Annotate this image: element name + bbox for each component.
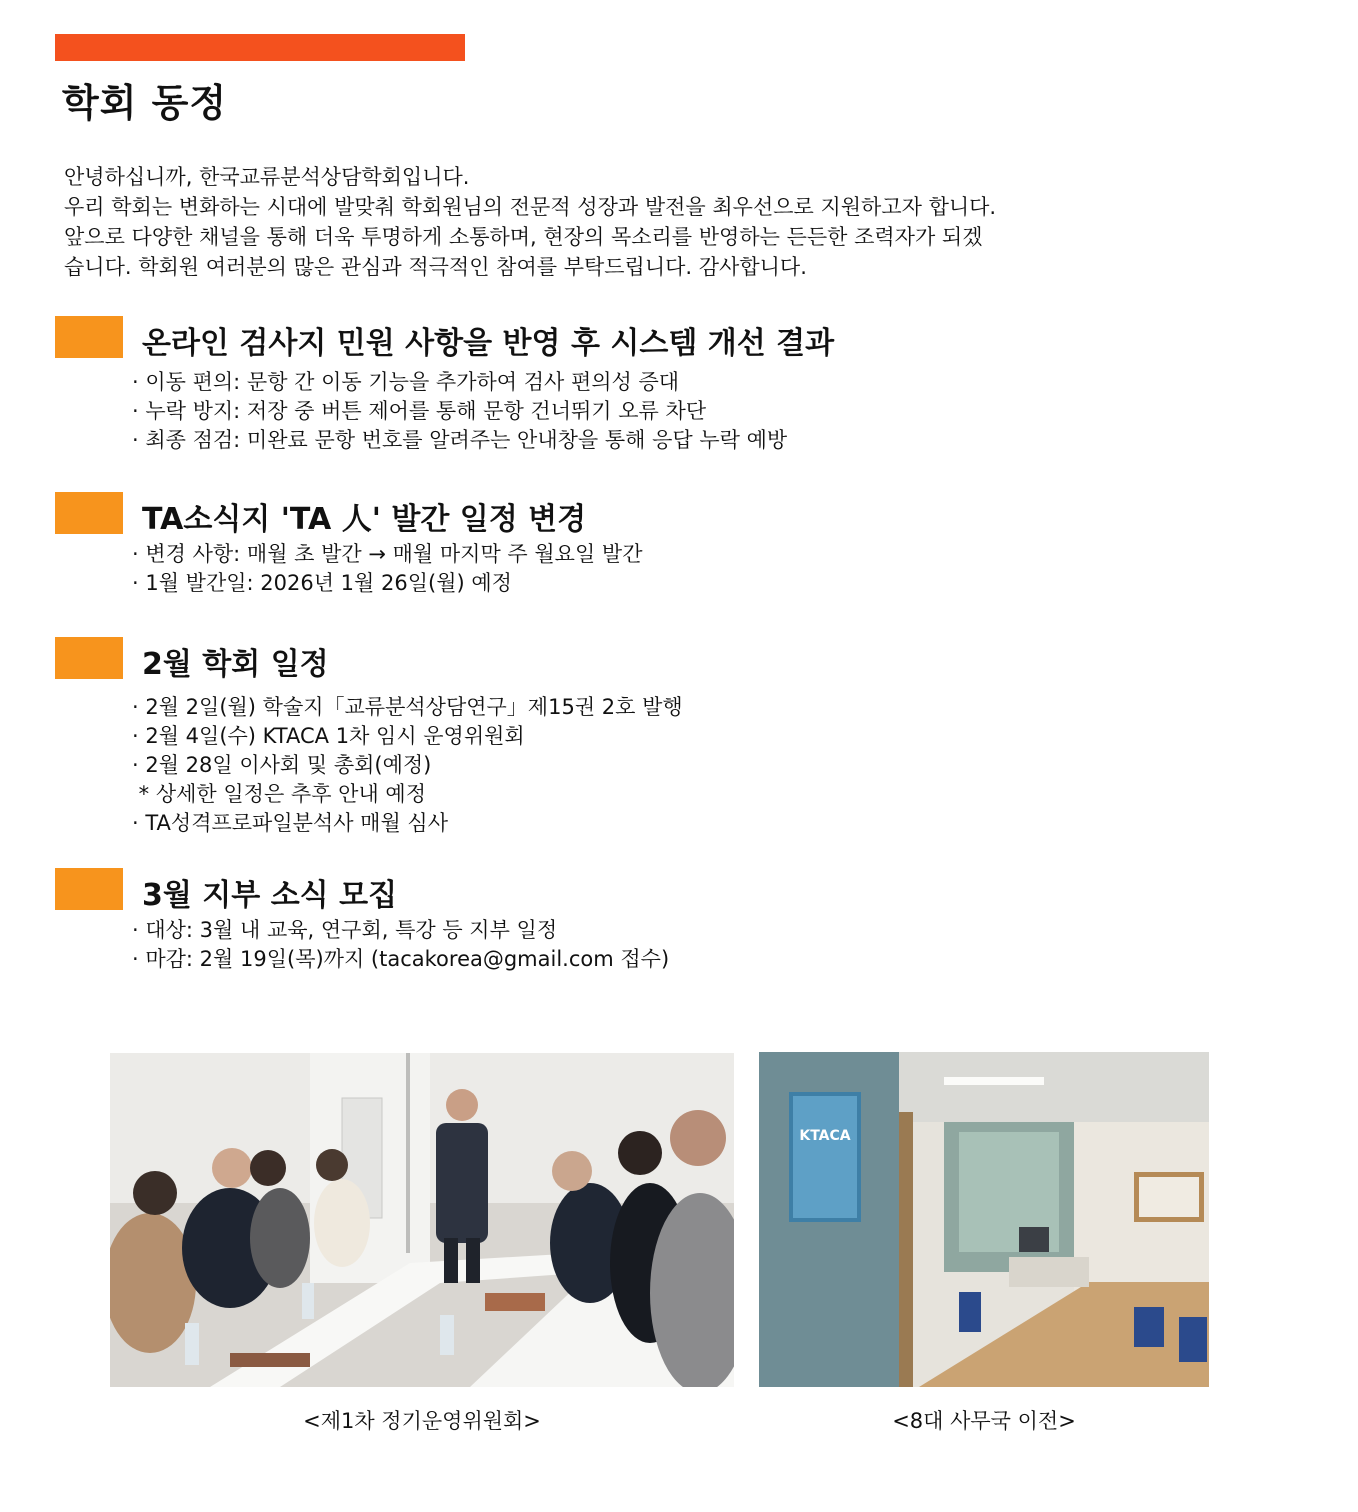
intro-line: 안녕하십니까, 한국교류분석상담학회입니다. bbox=[64, 165, 470, 189]
section-marker bbox=[55, 492, 123, 534]
section-list bbox=[132, 540, 643, 598]
list-item: · 최종 점검: 미완료 문항 번호를 알려주는 안내창을 통해 응답 누락 예방 bbox=[132, 428, 788, 452]
meeting-photo-caption: <제1차 정기운영위원회> bbox=[303, 1409, 541, 1433]
list-item: · 변경 사항: 매월 초 발간 → 매월 마지막 주 월요일 발간 bbox=[132, 542, 643, 566]
section-title: 온라인 검사지 민원 사항을 반영 후 시스템 개선 결과 bbox=[142, 326, 835, 361]
list-item: · 2월 2일(월) 학술지「교류분석상담연구」제15권 2호 발행 bbox=[132, 695, 683, 719]
ktaca-sign-text: KTACA bbox=[799, 1128, 851, 1144]
list-item: · 마감: 2월 19일(목)까지 (tacakorea@gmail.com 접수) bbox=[132, 947, 670, 971]
meeting-photo bbox=[110, 1053, 734, 1387]
section-list bbox=[132, 368, 787, 455]
list-item: · 이동 편의: 문항 간 이동 기능을 추가하여 검사 편의성 증대 bbox=[132, 370, 680, 394]
list-item: · 2월 28일 이사회 및 총회(예정) bbox=[132, 753, 432, 777]
intro-line: 앞으로 다양한 채널을 통해 더욱 투명하게 소통하며, 현장의 목소리를 반영하는 든든한 조력자가 되겠 bbox=[64, 225, 983, 249]
list-item: · 1월 발간일: 2026년 1월 26일(월) 예정 bbox=[132, 571, 512, 595]
section-marker bbox=[55, 868, 123, 910]
list-item: · TA성격프로파일분석사 매월 심사 bbox=[132, 811, 448, 835]
list-item: · 누락 방지: 저장 중 버튼 제어를 통해 문항 건너뛰기 오류 차단 bbox=[132, 399, 707, 423]
section-title: TA소식지 'TA 人' 발간 일정 변경 bbox=[142, 502, 587, 537]
title-accent-bar bbox=[55, 34, 465, 61]
intro-line: 습니다. 학회원 여러분의 많은 관심과 적극적인 참여를 부탁드립니다. 감사합니다. bbox=[64, 255, 807, 279]
page-title: 학회 동정 bbox=[62, 81, 228, 125]
section-marker bbox=[55, 637, 123, 679]
list-item: · 대상: 3월 내 교육, 연구회, 특강 등 지부 일정 bbox=[132, 918, 558, 942]
section-title: 3월 지부 소식 모집 bbox=[142, 878, 398, 913]
office-photo bbox=[759, 1052, 1209, 1387]
list-item: * 상세한 일정은 추후 안내 예정 bbox=[132, 782, 426, 806]
section-list bbox=[132, 693, 683, 838]
section-marker bbox=[55, 316, 123, 358]
office-photo-caption: <8대 사무국 이전> bbox=[892, 1409, 1076, 1433]
intro-line: 우리 학회는 변화하는 시대에 발맞춰 학회원님의 전문적 성장과 발전을 최우선으로 지원하고자 합니다. bbox=[64, 195, 997, 219]
list-item: · 2월 4일(수) KTACA 1차 임시 운영위원회 bbox=[132, 724, 525, 748]
section-list bbox=[132, 916, 669, 974]
section-title: 2월 학회 일정 bbox=[142, 647, 329, 682]
intro-paragraph bbox=[64, 162, 1194, 282]
